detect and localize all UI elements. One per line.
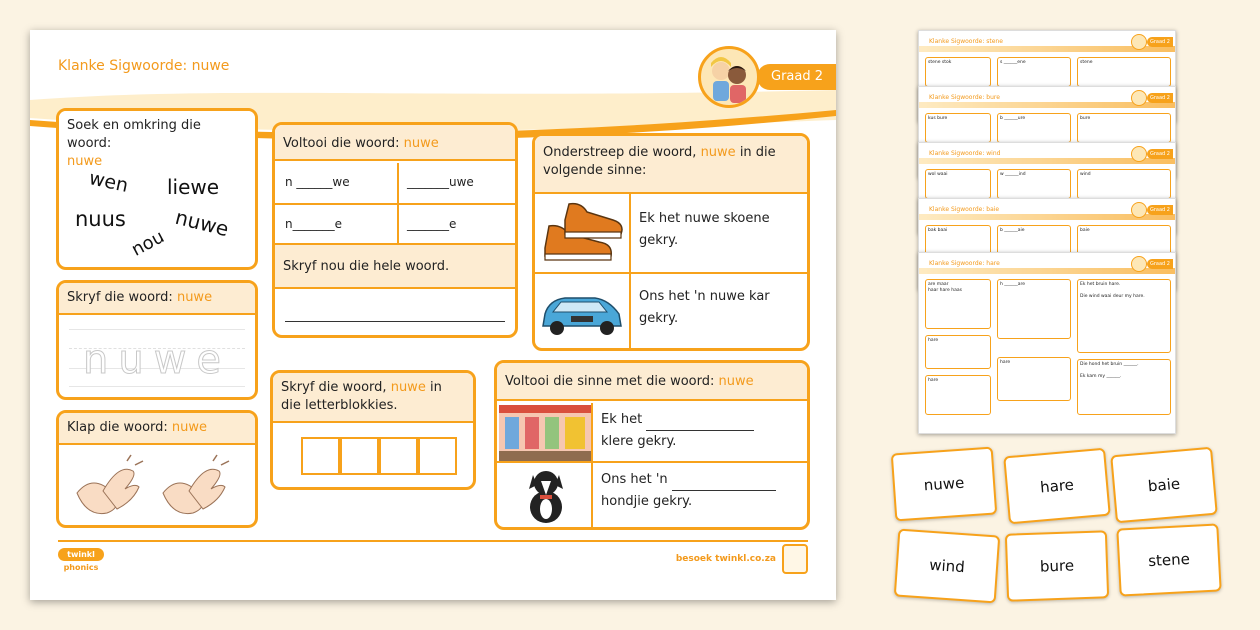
thumbnail-word: wind <box>1080 172 1091 177</box>
worksheet-page <box>30 30 836 600</box>
thumbnail-grade: Graad 2 <box>1147 205 1173 215</box>
complete-sentences-box <box>494 360 810 530</box>
thumbnail-word: hare <box>928 338 939 343</box>
letter-block[interactable] <box>379 437 418 475</box>
underline-sentence[interactable]: Ek het nuwe skoene gekry. <box>639 211 770 248</box>
thumbnail-title: Klanke Sigwoorde: bure <box>929 94 1000 101</box>
find-word-option[interactable]: nou <box>128 226 168 261</box>
thumbnail-sentence: Die wind waai deur my hare. <box>1080 294 1145 299</box>
underline-sentence[interactable]: Ons het 'n nuwe kar gekry. <box>639 289 770 326</box>
complete-sentences-heading <box>497 363 807 401</box>
grade-badge: Graad 2 <box>757 64 836 90</box>
puppy-icon <box>511 465 581 525</box>
thumbnail-find: bak baai <box>928 228 948 233</box>
thumbnail-find: wol waai <box>928 172 948 177</box>
thumbnail-word: bure <box>1080 116 1091 121</box>
thumbnail-fill: Ek kam my ______. <box>1080 374 1122 379</box>
clothes-shop-icon <box>499 405 591 461</box>
thumbnail-find: kus bure <box>928 116 948 121</box>
word-card[interactable]: baie <box>1110 447 1218 524</box>
thumbnail-grade: Graad 2 <box>1147 37 1173 47</box>
sentence-2[interactable] <box>601 469 807 513</box>
complete-cell[interactable]: _______e <box>407 217 457 231</box>
trace-word: nuwe <box>82 337 232 383</box>
find-word-heading <box>59 111 255 177</box>
clapping-hands-icon <box>63 453 253 523</box>
letter-block[interactable] <box>340 437 379 475</box>
clap-word-box <box>56 410 258 528</box>
underline-word-box <box>532 133 810 351</box>
letter-blocks-box <box>270 370 476 490</box>
write-word-box <box>56 280 258 400</box>
word-card[interactable]: hare <box>1003 448 1111 525</box>
thumbnail-grade: Graad 2 <box>1147 93 1173 103</box>
thumbnail-title: Klanke Sigwoorde: wind <box>929 150 1001 157</box>
twinkl-phonics-logo <box>58 548 104 584</box>
clap-word-target: nuwe <box>171 420 208 435</box>
write-whole-line[interactable] <box>285 321 505 322</box>
thumbnail-fill: Die hond het bruin ______. <box>1080 362 1139 367</box>
complete-word-heading <box>275 125 515 161</box>
complete-word-target: nuwe <box>403 136 439 151</box>
underline-word-heading <box>535 136 807 194</box>
complete-cell[interactable]: n_______e <box>285 217 342 231</box>
word-card[interactable]: bure <box>1005 530 1109 602</box>
thumbnail-find-word: maar <box>936 282 949 287</box>
thumbnail-complete: b ______aie <box>1000 228 1025 233</box>
find-word-box <box>56 108 258 270</box>
find-word-option[interactable]: nuwe <box>172 204 232 242</box>
complete-cell[interactable]: _______uwe <box>407 175 474 189</box>
find-word-target: nuwe <box>67 154 103 169</box>
thumbnail-complete: s ______ene <box>1000 60 1026 65</box>
complete-word-box <box>272 122 518 338</box>
thumbnail-avatar <box>1131 90 1147 106</box>
thumbnail-title: Klanke Sigwoorde: stene <box>929 38 1003 45</box>
clap-word-label: Klap die woord: <box>67 420 168 435</box>
footer-url[interactable]: besoek twinkl.co.za <box>675 554 776 564</box>
thumbnail-grade: Graad 2 <box>1147 259 1173 269</box>
write-word-target: nuwe <box>176 290 213 305</box>
thumbnail-page-hare[interactable] <box>918 252 1176 434</box>
worksheet-title: Klanke Sigwoorde: nuwe <box>58 58 230 74</box>
word-card[interactable]: wind <box>894 529 1000 604</box>
phonics-logo-text: phonics <box>63 563 99 572</box>
find-word-option[interactable]: wen <box>87 167 131 197</box>
word-card[interactable]: nuwe <box>891 447 997 522</box>
car-icon <box>539 280 625 342</box>
letter-blocks-heading <box>273 373 473 423</box>
sentence-1[interactable] <box>601 409 801 453</box>
thumbnail-avatar <box>1131 34 1147 50</box>
thumbnail-word: hare <box>928 378 939 383</box>
thumbnail-avatar <box>1131 202 1147 218</box>
thumbnail-word: stene <box>1080 60 1093 65</box>
thumbnail-complete: h ______are <box>1000 282 1026 287</box>
letter-blocks-label-pre: Skryf die woord, <box>281 380 387 395</box>
underline-label-pre: Onderstreep die woord, <box>543 145 697 160</box>
write-word-heading <box>59 283 255 315</box>
thumbnail-avatar <box>1131 146 1147 162</box>
letter-block[interactable] <box>301 437 340 475</box>
underline-label-post: in die volgende sinne: <box>543 145 776 178</box>
thumbnail-find: stene stok <box>928 60 952 65</box>
underline-target: nuwe <box>700 145 736 160</box>
thumbnail-complete: b ______ure <box>1000 116 1026 121</box>
write-whole-heading: Skryf nou die hele woord. <box>275 245 515 289</box>
thumbnail-sentence: Ek het bruin hare. <box>1080 282 1121 287</box>
sentence-1-blank[interactable] <box>646 430 754 431</box>
letter-block[interactable] <box>418 437 457 475</box>
thumbnail-avatar <box>1131 256 1147 272</box>
complete-sentences-target: nuwe <box>718 374 754 389</box>
footer-divider <box>58 540 808 542</box>
word-card[interactable]: stene <box>1116 523 1221 596</box>
complete-word-label: Voltooi die woord: <box>283 136 400 151</box>
thumbnail-find-word: are <box>928 282 936 287</box>
clap-word-heading <box>59 413 255 445</box>
write-word-label: Skryf die woord: <box>67 290 173 305</box>
thumbnail-find-word: hare <box>939 288 950 293</box>
sentence-1-end: klere gekry. <box>601 434 677 449</box>
thumbnail-find-word: haar <box>928 288 939 293</box>
thumbnail-title: Klanke Sigwoorde: baie <box>929 206 1000 213</box>
quality-badge-icon <box>782 544 808 574</box>
trace-lines[interactable] <box>69 329 245 387</box>
sentence-2-start: Ons het 'n <box>601 472 668 487</box>
sentence-2-end: hondjie gekry. <box>601 494 693 509</box>
letter-blocks-label-post: in die letterblokkies. <box>281 380 442 413</box>
letter-blocks-target: nuwe <box>390 380 426 395</box>
find-word-label: Soek en omkring die woord: <box>67 118 201 151</box>
sentence-2-blank[interactable] <box>672 490 776 491</box>
sentence-1-start: Ek het <box>601 412 643 427</box>
find-word-option[interactable]: liewe <box>167 175 220 199</box>
thumbnail-word: hare <box>1000 360 1011 365</box>
thumbnail-grade: Graad 2 <box>1147 149 1173 159</box>
thumbnail-title: Klanke Sigwoorde: hare <box>929 260 1000 267</box>
thumbnail-word: baie <box>1080 228 1090 233</box>
complete-sentences-label: Voltooi die sinne met die woord: <box>505 374 715 389</box>
twinkl-logo-text: twinkl <box>58 548 104 561</box>
children-avatar <box>698 46 760 108</box>
letter-blocks <box>301 437 457 475</box>
find-word-option[interactable]: nuus <box>75 207 126 231</box>
complete-cell[interactable]: n ______we <box>285 175 350 189</box>
thumbnail-find-word: haas <box>951 288 962 293</box>
shoes-icon <box>539 198 625 268</box>
thumbnail-complete: w ______ind <box>1000 172 1026 177</box>
